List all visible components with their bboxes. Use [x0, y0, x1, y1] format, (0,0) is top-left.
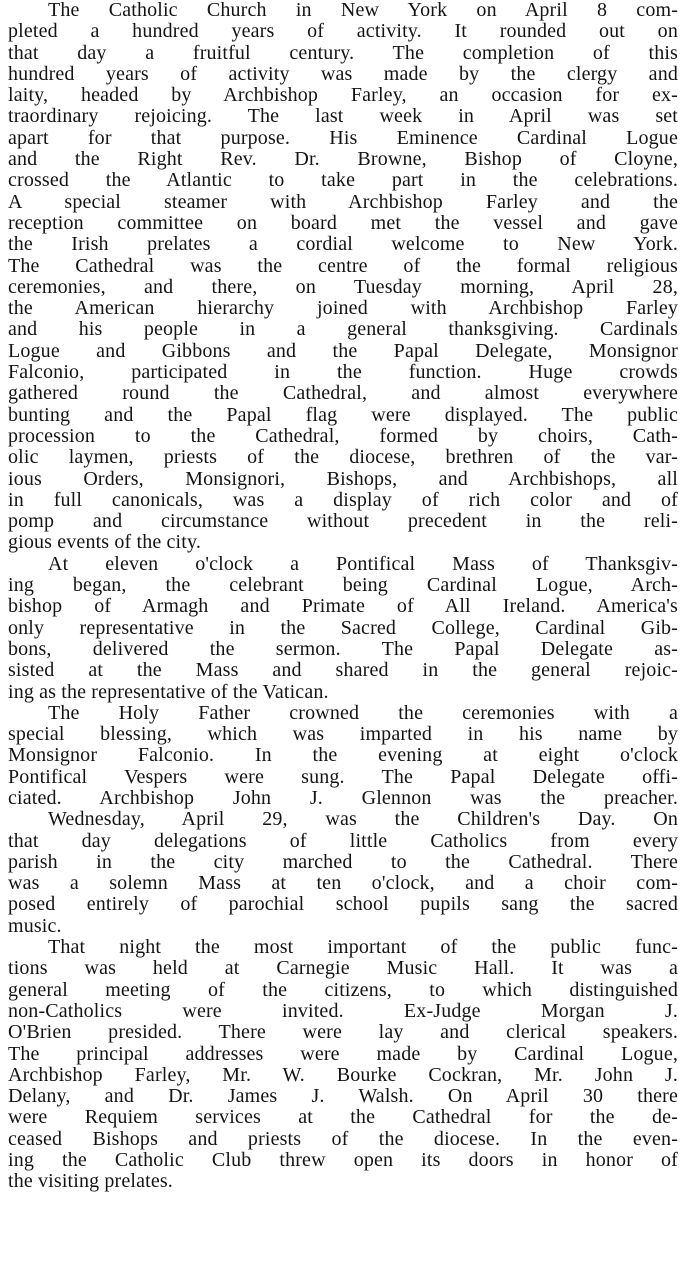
text-line: The Cathedral was the centre of the formal religious — [8, 255, 678, 277]
text-line: non-Catholics were invited. Ex-Judge Morgan J. — [8, 1000, 678, 1022]
text-line: Wednesday, April 29, was the Children's Day. On — [48, 809, 678, 831]
text-line: That night the most important of the public func- — [48, 937, 678, 959]
text-line: procession to the Cathedral, formed by choirs, Cath- — [8, 425, 678, 447]
text-line: Delany, and Dr. James J. Walsh. On April 30 there — [8, 1086, 678, 1108]
text-line: posed entirely of parochial school pupils sang the sacred — [8, 894, 678, 916]
paragraph-childrens-day — [0, 809, 682, 937]
text-line: reception committee on board met the vessel and gave — [8, 212, 678, 234]
text-line: Archbishop Farley, Mr. W. Bourke Cockran, Mr. John J. — [8, 1064, 678, 1086]
text-line: ceremonies, and there, on Tuesday morning, April 28, — [8, 276, 678, 298]
text-line: music. — [8, 915, 62, 937]
text-line: Monsignor Falconio. In the evening at eight o'clock — [8, 745, 678, 767]
text-line: ceased Bishops and priests of the diocese. In the even- — [8, 1128, 678, 1150]
text-line: traordinary rejoicing. The last week in April was set — [8, 106, 678, 128]
text-line: general meeting of the citizens, to which distinguished — [8, 979, 678, 1001]
text-line: laity, headed by Archbishop Farley, an occasion for ex- — [8, 85, 678, 107]
text-line: At eleven o'clock a Pontifical Mass of Thanksgiv- — [48, 553, 678, 575]
text-line: A special steamer with Archbishop Farley and the — [8, 191, 678, 213]
text-line: The Catholic Church in New York on April 8 com- — [48, 0, 678, 21]
text-line: bons, delivered the sermon. The Papal Delegate as- — [8, 638, 678, 660]
text-line: apart for that purpose. His Eminence Cardinal Logue — [8, 127, 678, 149]
text-line: Logue and Gibbons and the Papal Delegate, Monsignor — [8, 340, 678, 362]
text-line: Pontifical Vespers were sung. The Papal Delegate offi- — [8, 766, 678, 788]
text-line: pleted a hundred years of activity. It rounded out on — [8, 21, 678, 43]
paragraph-centenary — [0, 0, 682, 554]
text-line: that day a fruitful century. The completion of this — [8, 42, 678, 64]
text-line: the visiting prelates. — [8, 1171, 173, 1193]
text-line: in full canonicals, was a display of rich color and of — [8, 489, 678, 511]
text-line: and his people in a general thanksgiving. Cardinals — [8, 319, 678, 341]
paragraph-papal-blessing — [0, 703, 682, 809]
text-line: Falconio, participated in the function. Huge crowds — [8, 362, 678, 384]
text-line: parish in the city marched to the Cathedral. There — [8, 851, 678, 873]
text-line: crossed the Atlantic to take part in the celebrations. — [8, 170, 678, 192]
text-line: hundred years of activity was made by the clergy and — [8, 63, 678, 85]
text-line: was a solemn Mass at ten o'clock, and a choir com- — [8, 873, 678, 895]
text-line: ciated. Archbishop John J. Glennon was the preacher. — [8, 787, 678, 809]
paragraph-carnegie-hall — [0, 937, 682, 1193]
text-line: gious events of the city. — [8, 532, 201, 554]
text-line: The Holy Father crowned the ceremonies with a — [48, 702, 678, 724]
text-line: bunting and the Papal flag were displayed. The public — [8, 404, 678, 426]
text-line: the Irish prelates a cordial welcome to New York. — [8, 234, 678, 256]
text-line: the American hierarchy joined with Archbishop Farley — [8, 298, 678, 320]
text-line: special blessing, which was imparted in his name by — [8, 724, 678, 746]
paragraph-pontifical-mass — [0, 554, 682, 703]
text-line: tions was held at Carnegie Music Hall. It was a — [8, 958, 678, 980]
text-line: gathered round the Cathedral, and almost everywhere — [8, 383, 678, 405]
text-line: pomp and circumstance without precedent in the reli- — [8, 511, 678, 533]
text-line: ing the Catholic Club threw open its doors in honor of — [8, 1150, 678, 1172]
text-line: and the Right Rev. Dr. Browne, Bishop of Cloyne, — [8, 149, 678, 171]
text-line: were Requiem services at the Cathedral for the de- — [8, 1107, 678, 1129]
text-line: ing as the representative of the Vatican. — [8, 681, 329, 703]
text-line: ious Orders, Monsignori, Bishops, and Archbishops, all — [8, 468, 678, 490]
text-line: sisted at the Mass and shared in the general rejoic- — [8, 660, 678, 682]
text-line: bishop of Armagh and Primate of All Ireland. America's — [8, 596, 678, 618]
text-line: The principal addresses were made by Cardinal Logue, — [8, 1043, 678, 1065]
text-line: that day delegations of little Catholics from every — [8, 830, 678, 852]
text-line: olic laymen, priests of the diocese, brethren of the var- — [8, 447, 678, 469]
text-line: O'Brien presided. There were lay and clerical speakers. — [8, 1022, 678, 1044]
text-line: ing began, the celebrant being Cardinal Logue, Arch- — [8, 575, 678, 597]
text-line: only representative in the Sacred College, Cardinal Gib- — [8, 617, 678, 639]
